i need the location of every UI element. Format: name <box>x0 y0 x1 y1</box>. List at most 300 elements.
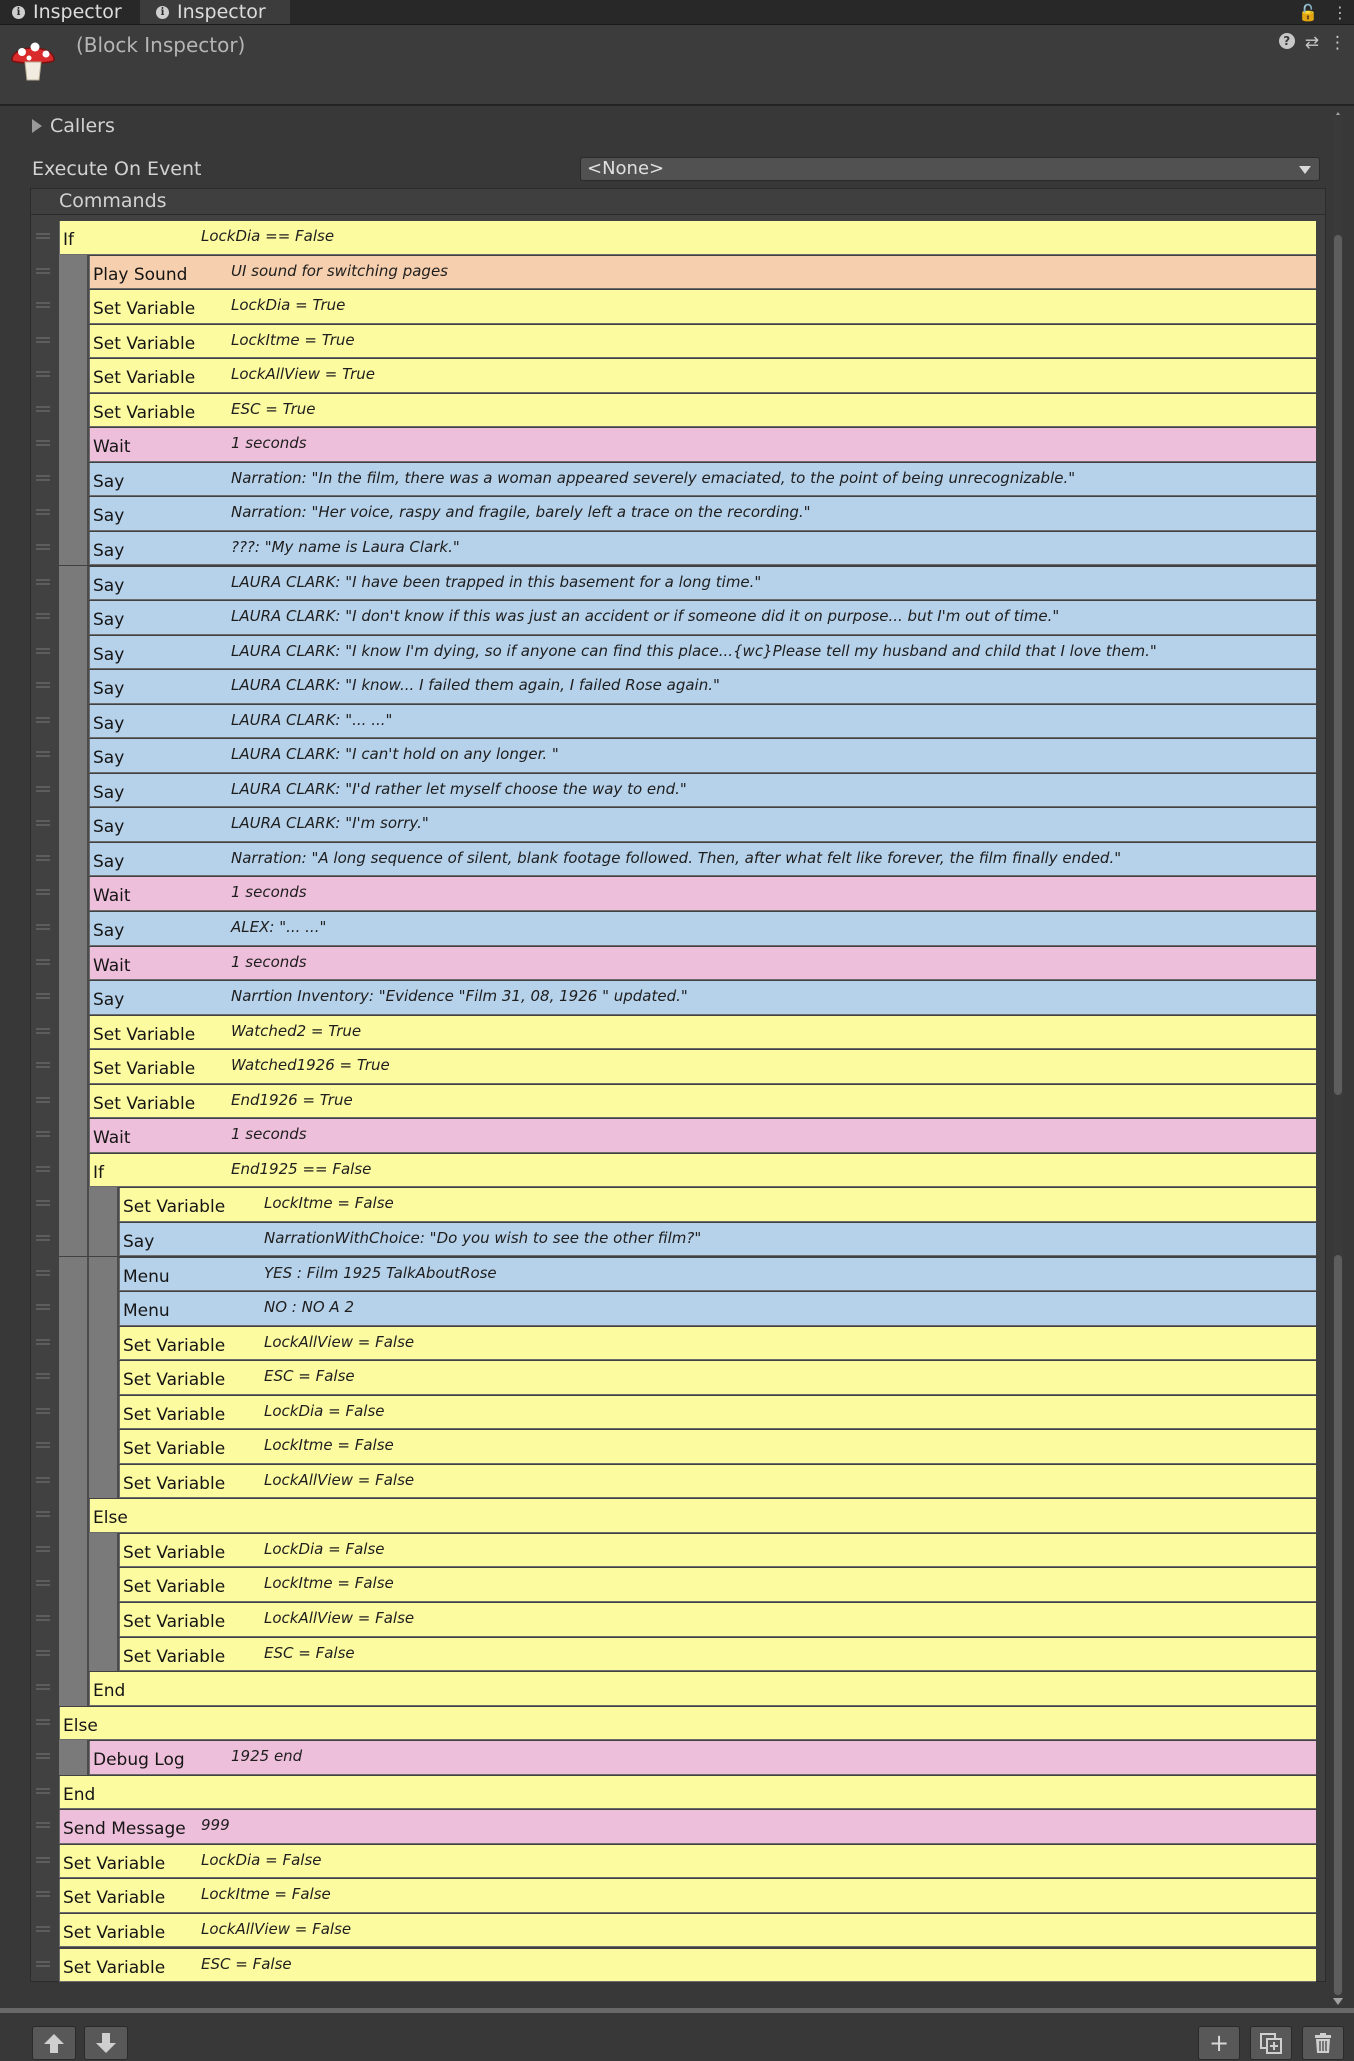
command-name: Send Message <box>63 1819 186 1840</box>
command-say[interactable] <box>89 670 1316 704</box>
drag-handle-icon[interactable] <box>36 1857 50 1863</box>
command-say[interactable] <box>89 532 1316 566</box>
delete-command-button[interactable] <box>1302 2026 1344 2060</box>
command-name: Say <box>123 1231 155 1252</box>
command-name: Say <box>93 713 125 734</box>
drag-handle-icon[interactable] <box>36 1580 50 1586</box>
indent-marker <box>59 462 89 497</box>
command-var[interactable] <box>119 1638 1316 1672</box>
command-row[interactable] <box>30 1015 1316 1050</box>
drag-handle-icon[interactable] <box>36 1684 50 1690</box>
drag-handle-icon[interactable] <box>36 1166 50 1172</box>
drag-handle-icon[interactable] <box>36 751 50 757</box>
command-say[interactable] <box>89 739 1316 773</box>
command-name: Menu <box>123 1266 170 1287</box>
command-name: Wait <box>93 1128 131 1149</box>
command-say[interactable] <box>89 981 1316 1015</box>
command-summary: LAURA CLARK: "I'd rather let myself choose the way to end." <box>231 779 687 798</box>
command-row[interactable] <box>30 1706 1316 1741</box>
drag-handle-icon[interactable] <box>36 1822 50 1828</box>
indent-marker <box>59 1153 89 1188</box>
command-summary: LockItme = False <box>264 1436 394 1455</box>
indent-marker <box>89 1533 119 1568</box>
drag-handle-icon[interactable] <box>36 1926 50 1932</box>
inspector-header <box>0 25 1354 106</box>
command-name: Play Sound <box>93 264 188 285</box>
indent-marker <box>59 1498 89 1533</box>
command-row[interactable] <box>30 1429 1316 1464</box>
indent-marker <box>59 531 89 566</box>
command-name: Set Variable <box>123 1542 226 1563</box>
command-row[interactable] <box>30 1809 1316 1844</box>
add-command-button[interactable] <box>1198 2026 1240 2060</box>
command-name: Wait <box>93 886 131 907</box>
command-name: Say <box>93 782 125 803</box>
move-up-button[interactable] <box>32 2026 76 2060</box>
settings-sliders-icon[interactable]: ⇄ <box>1304 33 1319 53</box>
drag-handle-icon[interactable] <box>36 1961 50 1967</box>
kebab-menu-icon[interactable]: ⋮ <box>1329 33 1346 53</box>
command-name: Debug Log <box>93 1750 185 1771</box>
command-wait[interactable] <box>89 428 1316 462</box>
callers-foldout[interactable] <box>32 115 115 137</box>
command-say[interactable] <box>89 774 1316 808</box>
command-var[interactable] <box>89 359 1316 393</box>
command-name: Set Variable <box>123 1335 226 1356</box>
command-row[interactable] <box>30 462 1316 497</box>
command-row[interactable] <box>30 1153 1316 1188</box>
command-row[interactable] <box>30 1913 1316 1948</box>
command-row[interactable] <box>30 635 1316 670</box>
indent-marker <box>59 980 89 1015</box>
command-var[interactable] <box>89 290 1316 324</box>
command-name: Set Variable <box>63 1853 166 1874</box>
indent-marker <box>89 1291 119 1326</box>
command-say[interactable] <box>89 912 1316 946</box>
plus-icon: + <box>1208 2029 1230 2057</box>
drag-handle-icon[interactable] <box>36 371 50 377</box>
command-row[interactable] <box>30 393 1316 428</box>
command-row[interactable] <box>30 427 1316 462</box>
indent-marker <box>59 427 89 462</box>
command-var[interactable] <box>89 1050 1316 1084</box>
command-row[interactable] <box>30 289 1316 324</box>
command-var[interactable] <box>119 1327 1316 1361</box>
command-var[interactable] <box>89 1016 1316 1050</box>
indent-marker <box>89 1602 119 1637</box>
command-summary: ESC = False <box>201 1954 292 1973</box>
command-if[interactable] <box>59 1707 1316 1741</box>
down-arrow-icon <box>94 2032 118 2054</box>
indent-marker <box>89 1395 119 1430</box>
command-name: Say <box>93 610 125 631</box>
command-var[interactable] <box>119 1361 1316 1395</box>
info-icon: i <box>156 6 169 19</box>
command-row[interactable] <box>30 946 1316 981</box>
command-wait[interactable] <box>89 877 1316 911</box>
command-var[interactable] <box>119 1568 1316 1602</box>
indent-marker <box>89 1429 119 1464</box>
command-summary: Narrtion Inventory: "Evidence "Film 31, 08, 1926 " updated." <box>231 987 688 1006</box>
info-icon: i <box>12 6 25 19</box>
indent-marker <box>59 876 89 911</box>
drag-handle-icon[interactable] <box>36 1442 50 1448</box>
drag-handle-icon[interactable] <box>36 406 50 412</box>
command-say[interactable] <box>119 1258 1316 1292</box>
drag-handle-icon[interactable] <box>36 648 50 654</box>
indent-marker <box>89 1187 119 1222</box>
drag-handle-icon[interactable] <box>36 786 50 792</box>
command-summary: 1 seconds <box>231 434 307 453</box>
drag-handle-icon[interactable] <box>36 613 50 619</box>
drag-handle-icon[interactable] <box>36 959 50 965</box>
drag-handle-icon[interactable] <box>36 1546 50 1552</box>
command-if[interactable] <box>89 1154 1316 1188</box>
drag-handle-icon[interactable] <box>36 1304 50 1310</box>
command-say[interactable] <box>89 497 1316 531</box>
command-name: Say <box>93 990 125 1011</box>
command-summary: LockItme = False <box>201 1885 331 1904</box>
indent-marker <box>59 1049 89 1084</box>
command-if[interactable] <box>59 1776 1316 1810</box>
indent-marker <box>59 1429 89 1464</box>
execute-on-event-dropdown[interactable] <box>580 157 1320 181</box>
drag-handle-icon[interactable] <box>36 440 50 446</box>
move-down-button[interactable] <box>84 2026 128 2060</box>
drag-handle-icon[interactable] <box>36 1477 50 1483</box>
command-name: Set Variable <box>93 402 196 423</box>
command-say[interactable] <box>89 601 1316 635</box>
command-row[interactable] <box>30 738 1316 773</box>
command-var[interactable] <box>59 1845 1316 1879</box>
indent-marker <box>59 1084 89 1119</box>
indent-marker <box>59 1222 89 1257</box>
command-row[interactable] <box>30 531 1316 566</box>
command-row[interactable] <box>30 1740 1316 1775</box>
command-summary: End1926 = True <box>231 1090 353 1109</box>
command-row[interactable] <box>30 1049 1316 1084</box>
scroll-down-arrow-icon[interactable] <box>1333 1998 1343 2005</box>
command-var[interactable] <box>59 1914 1316 1948</box>
command-wait[interactable] <box>89 947 1316 981</box>
command-row[interactable] <box>30 1222 1316 1257</box>
tab-label: Inspector <box>177 1 266 23</box>
command-var[interactable] <box>119 1534 1316 1568</box>
command-summary: 1 seconds <box>231 952 307 971</box>
tab-inspector-1[interactable] <box>0 0 140 24</box>
drag-handle-icon[interactable] <box>36 268 50 274</box>
command-summary: ESC = True <box>231 399 316 418</box>
drag-handle-icon[interactable] <box>36 337 50 343</box>
drag-handle-icon[interactable] <box>36 1339 50 1345</box>
command-row[interactable] <box>30 1291 1316 1326</box>
indent-marker <box>59 1015 89 1050</box>
command-row[interactable] <box>30 911 1316 946</box>
command-row[interactable] <box>30 704 1316 739</box>
command-name: Say <box>93 748 125 769</box>
command-summary: NO : NO A 2 <box>264 1298 354 1317</box>
command-name: Wait <box>93 955 131 976</box>
drag-handle-icon[interactable] <box>36 544 50 550</box>
command-var[interactable] <box>59 1949 1316 1983</box>
indent-marker <box>59 393 89 428</box>
command-row[interactable] <box>30 1844 1316 1879</box>
command-summary: LockAllView = False <box>264 1332 415 1351</box>
command-name: Set Variable <box>123 1370 226 1391</box>
command-summary: LockAllView = False <box>201 1919 352 1938</box>
command-row[interactable] <box>30 1395 1316 1430</box>
command-say[interactable] <box>89 636 1316 670</box>
command-name: Set Variable <box>63 1922 166 1943</box>
trash-icon <box>1312 2032 1334 2054</box>
command-name: Set Variable <box>123 1577 226 1598</box>
command-row[interactable] <box>30 1602 1316 1637</box>
drag-handle-icon[interactable] <box>36 1028 50 1034</box>
drag-handle-icon[interactable] <box>36 1097 50 1103</box>
command-var[interactable] <box>89 394 1316 428</box>
drag-handle-icon[interactable] <box>36 302 50 308</box>
command-summary: End1925 == False <box>231 1159 372 1178</box>
drag-handle-icon[interactable] <box>36 475 50 481</box>
command-name: Set Variable <box>93 1059 196 1080</box>
drag-handle-icon[interactable] <box>36 1062 50 1068</box>
command-row[interactable] <box>30 876 1316 911</box>
command-name: Else <box>63 1715 98 1736</box>
command-row[interactable] <box>30 1878 1316 1913</box>
command-say[interactable] <box>119 1223 1316 1257</box>
command-summary: ???: "My name is Laura Clark." <box>231 537 460 556</box>
expand-triangle-icon <box>32 119 42 133</box>
command-name: Set Variable <box>123 1197 226 1218</box>
command-row[interactable] <box>30 1464 1316 1499</box>
up-arrow-icon <box>42 2032 66 2054</box>
command-row[interactable] <box>30 980 1316 1015</box>
command-summary: LockItme = True <box>231 330 355 349</box>
command-name: If <box>63 230 74 250</box>
command-summary: Watched1926 = True <box>231 1056 390 1075</box>
command-row[interactable] <box>30 1118 1316 1153</box>
command-row[interactable] <box>30 1671 1316 1706</box>
drag-handle-icon[interactable] <box>36 233 50 239</box>
command-row[interactable] <box>30 1257 1316 1292</box>
command-summary: Narration: "Her voice, raspy and fragile, barely left a trace on the recording." <box>231 503 811 522</box>
lock-icon[interactable]: 🔓 <box>1298 2 1318 22</box>
drag-handle-icon[interactable] <box>36 1373 50 1379</box>
command-summary: Narration: "In the film, there was a woman appeared severely emaciated, to the point of being unrecognizable." <box>231 468 1076 487</box>
command-if[interactable] <box>89 1499 1316 1533</box>
drag-handle-icon[interactable] <box>36 1615 50 1621</box>
command-row[interactable] <box>30 1567 1316 1602</box>
command-row[interactable] <box>30 1084 1316 1119</box>
drag-handle-icon[interactable] <box>36 1719 50 1725</box>
command-wait[interactable] <box>59 1810 1316 1844</box>
command-row[interactable] <box>30 324 1316 359</box>
command-name: End <box>63 1784 96 1805</box>
indent-marker <box>59 911 89 946</box>
command-say[interactable] <box>89 463 1316 497</box>
command-row[interactable] <box>30 600 1316 635</box>
command-name: Set Variable <box>123 1646 226 1667</box>
command-wait[interactable] <box>89 1741 1316 1775</box>
command-summary: ESC = False <box>264 1643 355 1662</box>
command-summary: LockAllView = True <box>231 365 375 384</box>
indent-marker <box>59 324 89 359</box>
duplicate-icon <box>1259 2032 1283 2054</box>
drag-handle-icon[interactable] <box>36 1200 50 1206</box>
command-if[interactable] <box>89 1672 1316 1706</box>
command-var[interactable] <box>119 1465 1316 1499</box>
command-summary: LockDia == False <box>201 227 335 245</box>
command-name: Set Variable <box>93 1024 196 1045</box>
command-row[interactable] <box>30 1775 1316 1810</box>
command-row[interactable] <box>30 566 1316 601</box>
indent-marker <box>89 1326 119 1361</box>
indent-marker <box>59 496 89 531</box>
execute-on-event-label: Execute On Event <box>32 158 202 180</box>
command-summary: LockAllView = False <box>264 1470 415 1489</box>
drag-handle-icon[interactable] <box>36 1131 50 1137</box>
indent-marker <box>59 566 89 601</box>
command-var[interactable] <box>59 1879 1316 1913</box>
command-name: Set Variable <box>123 1404 226 1425</box>
callers-label: Callers <box>50 115 115 137</box>
duplicate-command-button[interactable] <box>1250 2026 1292 2060</box>
indent-marker <box>89 1567 119 1602</box>
command-var[interactable] <box>119 1188 1316 1222</box>
command-name: Set Variable <box>123 1473 226 1494</box>
drag-handle-icon[interactable] <box>36 1788 50 1794</box>
drag-handle-icon[interactable] <box>36 509 50 515</box>
command-row[interactable] <box>30 1533 1316 1568</box>
drag-handle-icon[interactable] <box>36 1753 50 1759</box>
drag-handle-icon[interactable] <box>36 1511 50 1517</box>
help-icon[interactable]: ? <box>1279 33 1295 49</box>
command-summary: LAURA CLARK: "I have been trapped in this basement for a long time." <box>231 572 762 591</box>
command-summary: Watched2 = True <box>231 1021 362 1040</box>
command-row[interactable] <box>30 1498 1316 1533</box>
drag-handle-icon[interactable] <box>36 579 50 585</box>
drag-handle-icon[interactable] <box>36 993 50 999</box>
indent-marker <box>89 1637 119 1672</box>
indent-marker <box>59 1464 89 1499</box>
command-row[interactable] <box>30 669 1316 704</box>
command-row[interactable] <box>30 773 1316 808</box>
command-summary: 999 <box>201 1816 230 1835</box>
indent-marker <box>59 1740 89 1775</box>
tab-inspector-2[interactable] <box>140 0 290 24</box>
page-title: (Block Inspector) <box>76 33 246 57</box>
command-name: Say <box>93 540 125 561</box>
command-var[interactable] <box>89 325 1316 359</box>
command-summary: LAURA CLARK: "I'm sorry." <box>231 814 429 833</box>
command-row[interactable] <box>30 1187 1316 1222</box>
command-row[interactable] <box>30 1326 1316 1361</box>
command-var[interactable] <box>119 1603 1316 1637</box>
command-summary: LockItme = False <box>264 1574 394 1593</box>
indent-marker <box>59 1257 89 1292</box>
indent-marker <box>59 842 89 877</box>
command-row[interactable] <box>30 255 1316 290</box>
command-var[interactable] <box>119 1396 1316 1430</box>
command-say[interactable] <box>89 705 1316 739</box>
command-sound[interactable] <box>89 256 1316 290</box>
command-row[interactable] <box>30 842 1316 877</box>
command-name: Say <box>93 471 125 492</box>
command-row[interactable] <box>30 1637 1316 1672</box>
indent-marker <box>59 1567 89 1602</box>
scrollbar-thumb[interactable] <box>1334 235 1342 1095</box>
indent-marker <box>89 1257 119 1292</box>
drag-handle-icon[interactable] <box>36 1408 50 1414</box>
command-if[interactable] <box>59 221 1316 255</box>
indent-marker <box>59 773 89 808</box>
drag-handle-icon[interactable] <box>36 682 50 688</box>
command-summary: 1 seconds <box>231 883 307 902</box>
command-summary: LAURA CLARK: "I know... I failed them again, I failed Rose again." <box>231 676 720 695</box>
indent-marker <box>59 1187 89 1222</box>
drag-handle-icon[interactable] <box>36 889 50 895</box>
command-name: End <box>93 1681 126 1702</box>
drag-handle-icon[interactable] <box>36 1270 50 1276</box>
command-var[interactable] <box>119 1430 1316 1464</box>
vertical-scrollbar[interactable] <box>1333 115 1343 2005</box>
mushroom-icon <box>8 34 58 84</box>
drag-handle-icon[interactable] <box>36 1891 50 1897</box>
drag-handle-icon[interactable] <box>36 1650 50 1656</box>
command-name: Wait <box>93 437 131 458</box>
command-say[interactable] <box>119 1292 1316 1326</box>
command-wait[interactable] <box>89 1119 1316 1153</box>
command-summary: 1925 end <box>231 1747 303 1766</box>
indent-marker <box>59 1602 89 1637</box>
command-name: Set Variable <box>123 1612 226 1632</box>
indent-marker <box>59 1395 89 1430</box>
command-say[interactable] <box>89 567 1316 601</box>
indent-marker <box>59 1637 89 1672</box>
kebab-menu-icon[interactable]: ⋮ <box>1332 2 1348 22</box>
indent-marker <box>89 1222 119 1257</box>
command-name: Menu <box>123 1301 170 1322</box>
drag-handle-icon[interactable] <box>36 924 50 930</box>
indent-marker <box>59 255 89 290</box>
indent-marker <box>59 1671 89 1706</box>
indent-marker <box>59 635 89 670</box>
command-name: Set Variable <box>93 333 196 354</box>
tab-bar <box>0 0 1354 25</box>
scrollbar-thumb[interactable] <box>1334 1255 1342 1995</box>
command-row[interactable] <box>30 358 1316 393</box>
indent-marker <box>59 1118 89 1153</box>
drag-handle-icon[interactable] <box>36 820 50 826</box>
command-summary: LockDia = True <box>231 296 346 315</box>
indent-marker <box>59 704 89 739</box>
drag-handle-icon[interactable] <box>36 855 50 861</box>
command-var[interactable] <box>89 1085 1316 1119</box>
command-row[interactable] <box>30 1360 1316 1395</box>
command-row[interactable] <box>30 1948 1316 1983</box>
command-summary: LAURA CLARK: "I can't hold on any longer. " <box>231 745 559 764</box>
drag-handle-icon[interactable] <box>36 1235 50 1241</box>
command-say[interactable] <box>89 808 1316 842</box>
divider <box>0 2008 1354 2013</box>
dropdown-arrow-icon <box>1299 166 1311 174</box>
command-row[interactable] <box>30 496 1316 531</box>
command-say[interactable] <box>89 843 1316 877</box>
command-row[interactable] <box>30 807 1316 842</box>
indent-marker <box>59 807 89 842</box>
command-row[interactable] <box>30 220 1316 255</box>
drag-handle-icon[interactable] <box>36 717 50 723</box>
